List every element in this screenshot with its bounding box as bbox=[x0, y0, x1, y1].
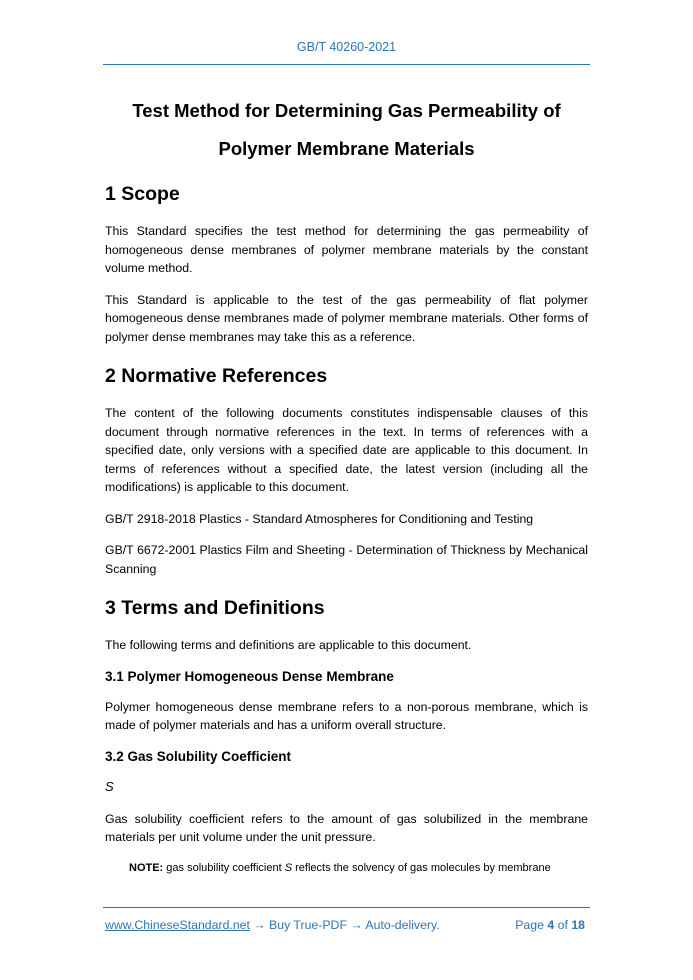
section-heading-normative-references: 2 Normative References bbox=[105, 365, 328, 387]
page-label: Page bbox=[515, 918, 544, 932]
footer-tagline: → Buy True-PDF → Auto-delivery. bbox=[249, 918, 440, 932]
note-symbol: S bbox=[284, 861, 293, 874]
term-symbol-3-2: S bbox=[105, 778, 114, 794]
term-definition-3-2: Gas solubility coefficient refers to the amount of gas solubilized in the membrane materials per unit volume under the unit pressure. bbox=[105, 811, 588, 844]
page-of: of bbox=[557, 918, 568, 932]
document-title bbox=[105, 92, 588, 168]
document-title-line-1: Test Method for Determining Gas Permeability of bbox=[132, 100, 561, 121]
normative-reference-2: GB/T 6672-2001 Plastics Film and Sheeting - Determination of Thickness by Mechanical Scanning bbox=[105, 543, 588, 576]
terms-intro: The following terms and definitions are applicable to this document. bbox=[105, 638, 472, 652]
scope-paragraph-1: This Standard specifies the test method for determining the gas permeability of homogeneous dense membranes of polymer membrane materials by the constant volume method. bbox=[105, 224, 588, 275]
term-heading-3-1: 3.1 Polymer Homogeneous Dense Membrane bbox=[105, 668, 394, 684]
footer-rule bbox=[103, 907, 590, 908]
term-definition-3-1: Polymer homogeneous dense membrane refers to a non-porous membrane, which is made of polymer materials and has a uniform overall structure. bbox=[105, 699, 588, 732]
footer-website-link[interactable]: www.ChineseStandard.net bbox=[105, 918, 250, 932]
term-heading-3-2: 3.2 Gas Solubility Coefficient bbox=[105, 748, 292, 764]
section-heading-terms: 3 Terms and Definitions bbox=[105, 597, 325, 619]
page-content bbox=[105, 92, 588, 876]
normative-paragraph: The content of the following documents constitutes indispensable clauses of this document through normative references in the text. In terms of references with a specified date, only versions with a specified date are applicable to this document. In terms of references without a specified date, the latest version (including all the modifications) is applicable to this document. bbox=[105, 406, 588, 494]
scope-paragraph-2: This Standard is applicable to the test of the gas permeability of flat polymer homogeneous dense membranes made of polymer membrane materials. Other forms of polymer dense membranes may take this as a reference. bbox=[105, 292, 588, 344]
note-text-before: gas solubility coefficient bbox=[163, 861, 285, 874]
footer-promo bbox=[105, 918, 440, 932]
normative-reference-1: GB/T 2918-2018 Plastics - Standard Atmospheres for Conditioning and Testing bbox=[105, 511, 534, 526]
header-rule bbox=[103, 64, 590, 65]
section-heading-scope: 1 Scope bbox=[105, 183, 180, 205]
footer-page-number bbox=[515, 918, 585, 932]
header-standard-code: GB/T 40260-2021 bbox=[296, 40, 397, 54]
page-total: 18 bbox=[571, 918, 585, 932]
term-note-3-2 bbox=[105, 860, 588, 876]
page-current: 4 bbox=[547, 918, 555, 932]
note-text-after: reflects the solvency of gas molecules by membrane bbox=[292, 861, 551, 874]
document-title-line-2: Polymer Membrane Materials bbox=[218, 138, 475, 159]
note-label: NOTE: bbox=[129, 861, 164, 874]
